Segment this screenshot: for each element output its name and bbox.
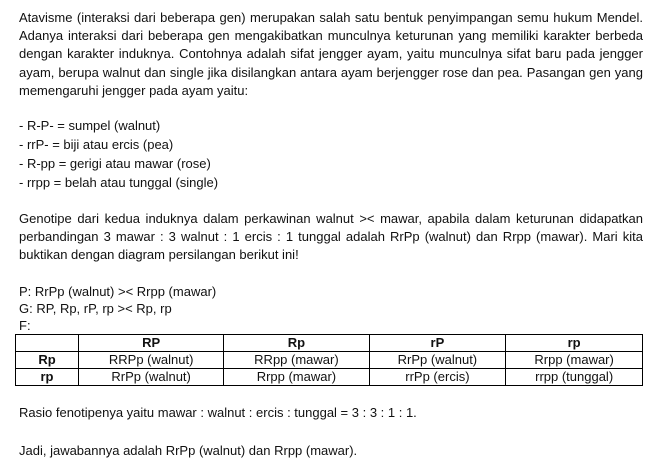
gene-list-item: - rrpp = belah atau tunggal (single)	[19, 175, 219, 191]
table-cell: RRpp (mawar)	[224, 352, 369, 369]
table-cell: RRPp (walnut)	[79, 352, 224, 369]
explanation-paragraph: Genotipe dari kedua induknya dalam perkawinan walnut >< mawar, apabila dalam keturunan didapatkan perbandingan 3 mawar : 3 walnut : 1 ercis : 1 tunggal adalah RrPp (walnut) dan Rrpp (mawar). Mari kita buktikan dengan diagram persilangan berikut ini!	[19, 211, 643, 263]
table-corner-cell	[16, 335, 79, 352]
gametes-line: G: RP, Rp, rP, rp >< Rp, rp	[19, 300, 172, 316]
gene-list-item: - R-P- = sumpel (walnut)	[19, 118, 161, 134]
document-body	[19, 9, 643, 334]
row-header: rp	[16, 369, 79, 386]
intro-paragraph: Atavisme (interaksi dari beberapa gen) merupakan salah satu bentuk penyimpangan semu hukum Mendel. Adanya interaksi dari beberapa gen mengakibatkan munculnya keturunan yang memiliki karakter berbeda dengan karakter induknya. Contohnya adalah sifat jengger ayam, yaitu munculnya sifat baru pada jengger ayam, berupa walnut dan single jika disilangkan antara ayam berjengger rose dan pea. Pasangan gen yang memengaruhi jengger pada ayam yaitu:	[19, 10, 643, 98]
column-header: Rp	[224, 335, 369, 352]
column-header: rp	[506, 335, 643, 352]
column-header: rP	[369, 335, 506, 352]
table-row	[16, 369, 643, 386]
gene-list-item: - R-pp = gerigi atau mawar (rose)	[19, 156, 211, 172]
gene-pair-list	[19, 116, 643, 192]
table-header-row	[16, 335, 643, 352]
table-cell: RrPp (walnut)	[369, 352, 506, 369]
punnett-square-table	[15, 334, 643, 386]
gene-list-item: - rrP- = biji atau ercis (pea)	[19, 137, 174, 153]
filial-line: F:	[19, 317, 31, 333]
table-cell: rrpp (tunggal)	[506, 369, 643, 386]
answer-line: Jadi, jawabannya adalah RrPp (walnut) dan Rrpp (mawar).	[19, 443, 358, 458]
table-cell: Rrpp (mawar)	[224, 369, 369, 386]
table-row	[16, 352, 643, 369]
table-cell: RrPp (walnut)	[79, 369, 224, 386]
cross-diagram	[19, 283, 643, 334]
table-cell: Rrpp (mawar)	[506, 352, 643, 369]
column-header: RP	[79, 335, 224, 352]
phenotype-ratio-line: Rasio fenotipenya yaitu mawar : walnut : ercis : tunggal = 3 : 3 : 1 : 1.	[19, 405, 417, 420]
table-cell: rrPp (ercis)	[369, 369, 506, 386]
row-header: Rp	[16, 352, 79, 369]
parents-line: P: RrPp (walnut) >< Rrpp (mawar)	[19, 283, 217, 299]
